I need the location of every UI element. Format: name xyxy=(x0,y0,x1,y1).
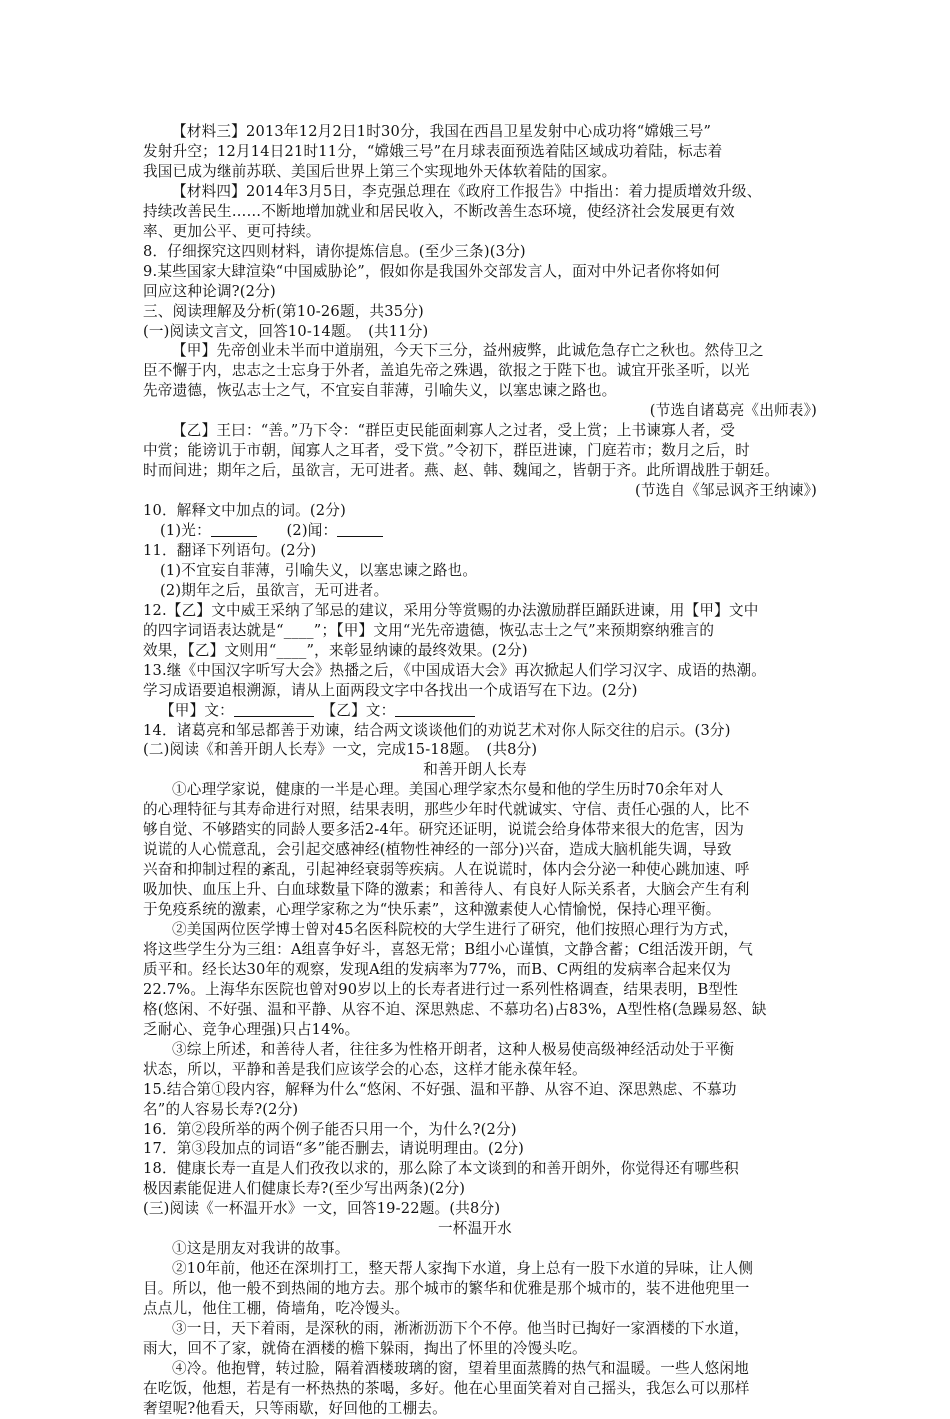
text-line xyxy=(143,322,428,342)
line-text: 于免疫系统的激素，心理学家称之为“快乐素”，这种激素使人心情愉悦，保持心理平衡。 xyxy=(143,901,721,919)
line-text: 吸加快、血压上升、白血球数量下降的激素；和善待人、有良好人际关系者，大脑会产生有利 xyxy=(143,881,750,899)
line-text: 兴奋和抑制过程的紊乱，引起神经衰弱等疾病。人在说谎时，体内会分泌一种使心跳加速、呼 xyxy=(143,861,750,879)
line-text: 【乙】文： xyxy=(313,701,396,719)
line-text: ②10年前，他还在深圳打工，整天帮人家掏下水道，身上总有一股下水道的异味，让人侧 xyxy=(172,1260,754,1278)
line-text: ①这是朋友对我讲的故事。 xyxy=(172,1240,350,1258)
line-text: 发射升空；12月14日21时11分，“嫦娥三号”在月球表面预选着陆区域成功着陆，标志着 xyxy=(143,142,723,160)
text-line xyxy=(172,182,762,202)
text-line xyxy=(143,1060,587,1080)
text-line xyxy=(143,900,721,920)
text-line xyxy=(143,242,526,262)
line-text: 8．仔细探究这四则材料，请你提炼信息。(至少三条)(3分) xyxy=(143,242,526,260)
line-text: (一)阅读文言文，回答10-14题。 (共11分) xyxy=(143,322,429,340)
text-line xyxy=(143,1120,517,1140)
line-text: 【甲】先帝创业未半而中道崩殂，今天下三分，益州疲弊，此诚危急存亡之秋也。然侍卫之 xyxy=(172,342,764,360)
line-text: 12.【乙】文中威王采纳了邹忌的建议，采用分等赏赐的办法激励群臣踊跃进谏，用【甲】文中 xyxy=(143,601,759,619)
text-line xyxy=(143,1199,500,1219)
line-text: (节选自《邹忌讽齐王纳谏》) xyxy=(634,482,817,500)
line-text: 率、更加公平、更可持续。 xyxy=(143,222,321,240)
text-line xyxy=(143,1139,524,1159)
text-line xyxy=(143,880,750,900)
text-line xyxy=(143,1399,447,1419)
line-text: 目。所以，他一般不到热闹的地方去。那个城市的繁华和优雅是那个城市的，装不进他兜里一 xyxy=(143,1280,750,1298)
line-text: 【材料四】2014年3月5日，李克强总理在《政府工作报告》中指出：着力提质增效升级、 xyxy=(172,182,762,200)
line-text: (节选自诸葛亮《出师表》) xyxy=(649,402,817,420)
text-line xyxy=(143,381,616,401)
text-line xyxy=(172,780,724,800)
line-text: 效果，【乙】文则用“____”，来彰显纳谏的最终效果。(2分) xyxy=(143,641,528,659)
text-line xyxy=(143,681,638,701)
text-line xyxy=(143,940,753,960)
answer-blank[interactable] xyxy=(395,702,475,717)
text-line xyxy=(143,501,346,521)
line-text: 臣不懈于内，忠志之士忘身于外者，盖追先帝之殊遇，欲报之于陛下也。诚宜开张圣听，以光 xyxy=(143,362,750,380)
line-text: 奢望呢?他看天，只等雨歇，好回他的工棚去。 xyxy=(143,1399,447,1417)
line-text: 17．第③段加点的词语“多”能否删去，请说明理由。(2分) xyxy=(143,1140,525,1158)
line-text: ④冷。他抱臂，转过脸，隔着酒楼玻璃的窗，望着里面蒸腾的热气和温暖。一些人悠闲地 xyxy=(172,1359,749,1377)
line-text: (2)闻： xyxy=(256,522,338,539)
source-note xyxy=(635,481,817,501)
text-line xyxy=(143,860,750,880)
text-line xyxy=(160,581,388,601)
line-text: 时而间进；期年之后，虽欲言，无可进者。燕、赵、韩、魏闻之，皆朝于齐。此所谓战胜于朝廷。 xyxy=(143,462,780,480)
line-text: 9.某些国家大肆渲染“中国威胁论”，假如你是我国外交部发言人，面对中外记者你将如何 xyxy=(143,262,721,280)
text-line xyxy=(143,1080,737,1100)
text-line xyxy=(143,142,722,162)
answer-blank[interactable] xyxy=(234,702,314,717)
text-line xyxy=(172,1259,753,1279)
line-text: ③一日，天下着雨，是深秋的雨，淅淅沥沥下个不停。他当时已掏好一家酒楼的下水道， xyxy=(172,1320,749,1337)
text-line xyxy=(172,341,764,361)
text-line xyxy=(160,561,477,581)
text-line xyxy=(143,302,424,322)
answer-blank[interactable] xyxy=(211,522,257,537)
text-line xyxy=(143,840,732,860)
line-text: 状态，所以，平静和善是我们应该学会的心态，这样才能永葆年轻。 xyxy=(143,1060,587,1078)
text-line xyxy=(143,1020,359,1040)
text-line xyxy=(143,1379,750,1399)
line-text: ③综上所述，和善待人者，往往多为性格开朗者，这种人极易使高级神经活动处于平衡 xyxy=(172,1040,735,1058)
line-text: 13.继《中国汉字听写大会》热播之后，《中国成语大会》再次掀起人们学习汉字、成语的热潮。 xyxy=(143,661,767,679)
line-text: 将这些学生分为三组：A组喜争好斗，喜怒无常；B组小心谨慎，文静含蓄；C组活泼开朗，气 xyxy=(143,940,753,958)
line-text: 乏耐心、竞争心理强)只占14%。 xyxy=(143,1020,360,1038)
line-text: (三)阅读《一杯温开水》一文，回答19-22题。(共8分) xyxy=(143,1200,501,1218)
text-line xyxy=(143,1279,750,1299)
text-line xyxy=(143,980,738,1000)
line-text: 和善开朗人长寿 xyxy=(423,761,527,779)
line-text: 点点儿，他住工棚，倚墙角，吃冷馒头。 xyxy=(143,1300,410,1318)
line-text: 10．解释文中加点的词。(2分) xyxy=(143,502,346,520)
line-text: 先帝遗德，恢弘志士之气，不宜妄自菲薄，引喻失义，以塞忠谏之路也。 xyxy=(143,382,617,400)
text-line xyxy=(143,1299,409,1319)
line-text: 在吃饭，他想，若是有一杯热热的茶喝，多好。他在心里面笑着对自己摇头，我怎么可以那样 xyxy=(143,1379,750,1397)
line-text: 学习成语要追根溯源，请从上面两段文字中各找出一个成语写在下边。(2分) xyxy=(143,681,638,699)
line-text: 的心理特征与其寿命进行对照，结果表明，那些少年时代就诚实、守信、责任心强的人，比不 xyxy=(143,801,750,819)
text-line xyxy=(143,202,735,222)
text-line xyxy=(143,1100,298,1120)
text-line xyxy=(172,1319,749,1339)
text-line xyxy=(160,521,383,541)
text-line xyxy=(143,1179,465,1199)
text-line xyxy=(143,262,720,282)
line-text: 22.7%。上海华东医院也曾对90岁以上的长寿者进行过一系列性格调查，结果表明，B型性 xyxy=(143,980,739,998)
text-line xyxy=(143,601,759,621)
text-line xyxy=(143,621,714,641)
text-line xyxy=(143,361,750,381)
text-line xyxy=(172,1239,350,1259)
line-text: 11．翻译下列语句。(2分) xyxy=(143,541,317,559)
text-line xyxy=(172,122,711,142)
text-line xyxy=(172,421,735,441)
line-text: 14．诸葛亮和邹忌都善于劝谏，结合两文谈谈他们的劝说艺术对你人际交往的启示。(3分) xyxy=(143,721,731,739)
line-text: 15.结合第①段内容，解释为什么“悠闲、不好强、温和平静、从容不迫、深思熟虑、不慕功 xyxy=(143,1080,737,1098)
text-line xyxy=(143,441,750,461)
line-text: 够自觉、不够踏实的同龄人要多活2-4年。研究还证明，说谎会给身体带来很大的危害，因为 xyxy=(143,821,745,839)
text-line xyxy=(143,721,731,741)
line-text: 【甲】文： xyxy=(160,701,234,719)
answer-blank[interactable] xyxy=(337,522,383,537)
line-text: 【乙】王曰：“善。”乃下令：“群臣吏民能面刺寡人之过者，受上赏；上书谏寡人者，受 xyxy=(172,422,736,440)
line-text: (1)不宜妄自菲薄，引喻失义，以塞忠谏之路也。 xyxy=(160,561,478,579)
line-text: 18．健康长寿一直是人们孜孜以求的，那么除了本文谈到的和善开朗外，你觉得还有哪些积 xyxy=(143,1160,739,1178)
article-title xyxy=(0,1219,950,1239)
text-line xyxy=(172,1040,734,1060)
line-text: ①心理学家说，健康的一半是心理。美国心理学家杰尔曼和他的学生历时70余年对人 xyxy=(172,781,724,799)
line-text: 极因素能促进人们健康长寿?(至少写出两条)(2分) xyxy=(143,1180,466,1198)
text-line xyxy=(143,740,537,760)
line-text: (二)阅读《和善开朗人长寿》一文，完成15-18题。 (共8分) xyxy=(143,741,538,759)
line-text: 中赏；能谤讥于市朝，闻寡人之耳者，受下赏。”令初下，群臣进谏，门庭若市；数月之后，时 xyxy=(143,442,750,460)
text-line xyxy=(143,641,528,661)
text-line xyxy=(143,162,616,182)
text-line xyxy=(143,820,744,840)
line-text: 我国已成为继前苏联、美国后世界上第三个实现地外天体软着陆的国家。 xyxy=(143,162,617,180)
line-text: (2)期年之后，虽欲言，无可进者。 xyxy=(160,581,389,599)
text-line xyxy=(143,800,750,820)
text-line xyxy=(143,1339,587,1359)
line-text: 质平和。经长达30年的观察，发现A组的发病率为77%，而B、C两组的发病率合起来仅为 xyxy=(143,960,732,978)
text-line xyxy=(172,1359,749,1379)
line-text: 的四字词语表达就是“____”；【甲】文用“光先帝遗德，恢弘志士之气”来预期察纳雅言的 xyxy=(143,621,715,639)
line-text: ②美国两位医学博士曾对45名医科院校的大学生进行了研究，他们按照心理行为方式， xyxy=(172,921,739,938)
text-line xyxy=(160,701,475,721)
line-text: 格(悠闲、不好强、温和平静、从容不迫、深思熟虑、不慕功名)占83%，A型性格(急躁易怒、缺 xyxy=(143,1000,767,1018)
line-text: 16．第②段所举的两个例子能否只用一个，为什么?(2分) xyxy=(143,1120,517,1138)
line-text: 一杯温开水 xyxy=(438,1220,512,1238)
text-line xyxy=(143,661,766,681)
text-line xyxy=(143,461,779,481)
line-text: 【材料三】2013年12月2日1时30分，我国在西昌卫星发射中心成功将“嫦娥三号” xyxy=(172,123,712,140)
line-text: 三、阅读理解及分析(第10-26题，共35分) xyxy=(143,302,424,320)
line-text: (1)光： xyxy=(160,522,211,539)
line-text: 名”的人容易长寿?(2分) xyxy=(143,1100,299,1118)
line-text: 说谎的人心慌意乱，会引起交感神经(植物性神经的一部分)兴奋，造成大脑机能失调，导致 xyxy=(143,841,732,859)
text-line xyxy=(172,920,738,940)
source-note xyxy=(650,401,817,421)
article-title xyxy=(0,760,950,780)
line-text: 回应这种论调?(2分) xyxy=(143,282,276,300)
text-line xyxy=(143,222,321,242)
line-text: 持续改善民生……不断地增加就业和居民收入，不断改善生态环境，使经济社会发展更有效 xyxy=(143,202,735,220)
text-line xyxy=(143,1000,767,1020)
text-line xyxy=(143,960,731,980)
text-line xyxy=(143,282,276,302)
text-line xyxy=(143,1159,739,1179)
text-line xyxy=(143,541,316,561)
line-text: 雨大，回不了家，就倚在酒楼的檐下躲雨，掏出了怀里的冷馒头吃。 xyxy=(143,1339,587,1357)
